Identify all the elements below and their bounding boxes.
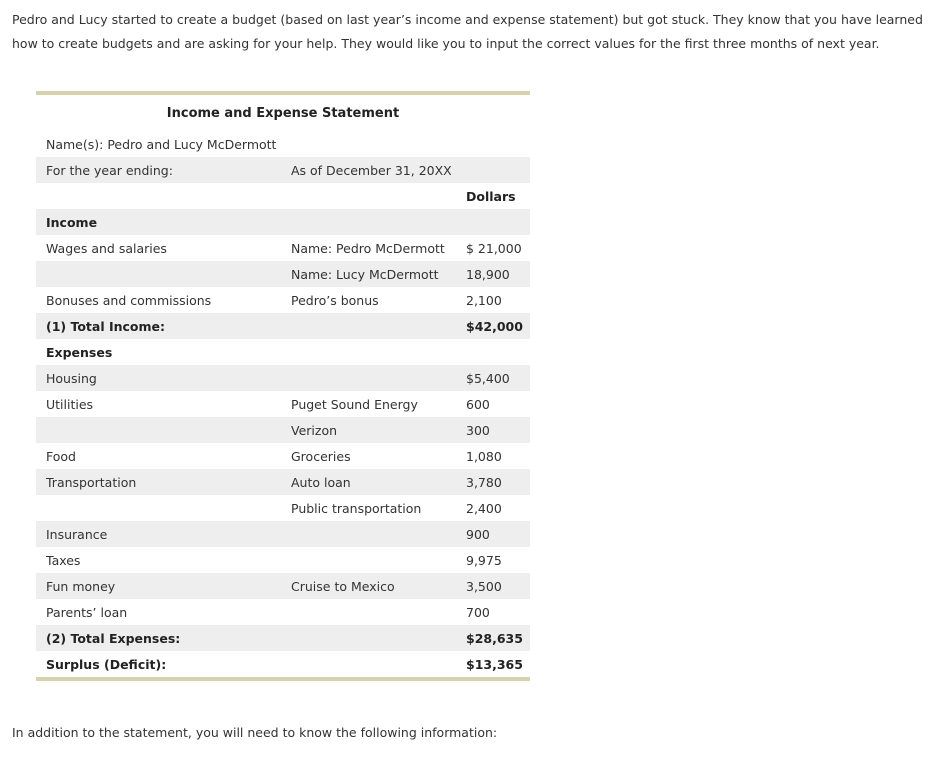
row-amount: 600 [466,396,490,412]
table-row [36,235,530,261]
row-detail: Cruise to Mexico [291,578,395,594]
table-row [36,209,530,235]
row-amount: 3,780 [466,474,502,490]
table-row [36,339,530,365]
row-label: Fun money [46,578,116,594]
row-label: (1) Total Income: [46,318,166,334]
row-amount: 1,080 [466,448,502,464]
table-row [36,521,530,547]
row-detail: Auto loan [291,474,351,490]
row-label: (2) Total Expenses: [46,630,181,646]
table-row [36,287,530,313]
row-label: Expenses [46,344,113,360]
row-amount: 2,100 [466,292,502,308]
row-amount: 700 [466,604,490,620]
footer-text: In addition to the statement, you will need to know the following information: [12,725,498,740]
dollars-header-row [36,183,530,209]
row-label: Wages and salaries [46,240,167,256]
table-row [36,261,530,287]
table-row [36,625,530,651]
names-row [36,131,530,157]
year-row [36,157,530,183]
row-detail: Groceries [291,448,351,464]
table-row [36,599,530,625]
table-row [36,391,530,417]
row-label: Transportation [46,474,137,490]
table-row [36,651,530,677]
row-label: Taxes [46,552,81,568]
row-label: Insurance [46,526,108,542]
row-amount: 9,975 [466,552,502,568]
row-amount: $5,400 [466,370,510,386]
row-detail: Pedro’s bonus [291,292,379,308]
row-detail: Public transportation [291,500,422,516]
row-detail: Name: Pedro McDermott [291,240,445,256]
row-amount: $28,635 [466,630,523,646]
table-row [36,547,530,573]
row-amount: 18,900 [466,266,510,282]
row-amount: 2,400 [466,500,502,516]
statement-rows [36,209,530,677]
dollars-header: Dollars [466,188,516,204]
statement-title-row [36,95,530,131]
row-amount: 3,500 [466,578,502,594]
row-detail: Puget Sound Energy [291,396,418,412]
row-label: Bonuses and commissions [46,292,212,308]
row-label: Income [46,214,98,230]
intro-paragraph: Pedro and Lucy started to create a budget (based on last year’s income and expense statement) but got stuck. They know that you have learned how to create budgets and are asking for your help. They would like you to input the correct values for the first three months of next year. [12,12,923,51]
row-amount: 900 [466,526,490,542]
row-amount: $42,000 [466,318,523,334]
names-label: Name(s): Pedro and Lucy McDermott [46,136,277,152]
row-amount: $ 21,000 [466,240,522,256]
table-row [36,365,530,391]
income-expense-statement [36,91,530,681]
table-row [36,469,530,495]
row-amount: $13,365 [466,656,523,672]
table-row [36,313,530,339]
table-row [36,573,530,599]
table-row [36,417,530,443]
year-label: For the year ending: [46,162,173,178]
row-label: Surplus (Deficit): [46,656,167,672]
row-detail: Name: Lucy McDermott [291,266,439,282]
row-detail: Verizon [291,422,338,438]
table-row [36,443,530,469]
row-amount: 300 [466,422,490,438]
row-label: Housing [46,370,97,386]
table-row [36,495,530,521]
row-label: Parents’ loan [46,604,128,620]
row-label: Food [46,448,76,464]
statement-title: Income and Expense Statement [166,105,400,121]
year-value: As of December 31, 20XX [291,162,452,178]
row-label: Utilities [46,396,94,412]
